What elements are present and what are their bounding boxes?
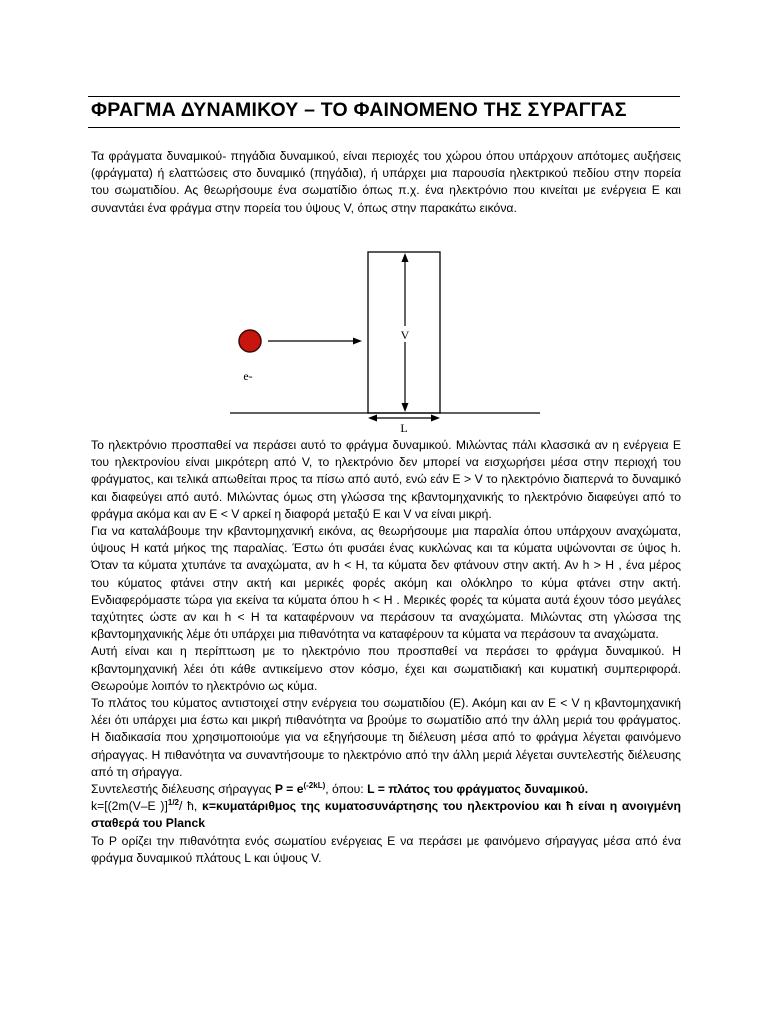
paragraph-classical: Το ηλεκτρόνιο προσπαθεί να περάσει αυτό το φράγμα δυναμικού. Μιλώντας πάλι κλασσικά αν η ενέργεια E του ηλεκτρονίου είναι μικρότερη από V, το ηλεκτρόνιο δεν μπορεί να εισχωρήσει μέσα στην περιοχή του φράγματος, και τελικά απωθείται προς τα πίσω από αυτό, ενώ εάν E > V το ηλεκτρόνιο διαπερνά το δυναμικό και διαφεύγει από αυτό. Μιλώντας όμως στη γλώσσα της κβαντομηχανικής το ηλεκτρόνιο διαφεύγει από το φράγμα ακόμα και αν E < V αρκεί η διαφορά μεταξύ E και V να είναι μικρή. <box>91 438 681 521</box>
k-description: κ=κυματάριθμος της κυματοσυνάρτησης του ηλεκτρονίου και ħ είναι η ανοιγμένη σταθερά του Planck <box>91 799 681 831</box>
formula-line <box>91 781 681 798</box>
k-exponent: 1/2 <box>167 798 179 808</box>
height-arrow-bottom-head <box>402 403 409 412</box>
width-arrow-left-head <box>368 415 377 422</box>
formula-p: P = e <box>274 782 304 797</box>
formula-prefix: Συντελεστής διέλευσης σήραγγας <box>91 782 275 797</box>
height-arrow-top-head <box>402 253 409 262</box>
paragraph-conclusion: Το P ορίζει την πιθανότητα ενός σωματίου ενέργειας E να περάσει με φαινόμενο σήραγγας μέσα από ένα φράγμα δυναμικού πλάτους L και ύψους V. <box>91 833 681 865</box>
title-rule-bottom <box>88 127 680 128</box>
paragraph-beach-analogy: Για να καταλάβουμε την κβαντομηχανική εικόνα, ας θεωρήσουμε μια παραλία όπου υπάρχουν αναχώματα, ύψους H κατά μήκος της παραλίας. Έστω ότι φυσάει ένας κυκλώνας και τα κύματα υψώνονται σε ύψος h. Όταν τα κύματα χτυπάνε τα αναχώματα, αν h < H, τα κύματα δεν φτάνουν στην ακτή. Αν h > H , ένα μέρος του κύματος φτάνει στην ακτή και μερικές φορές ακόμη και ολόκληρο το κύμα φτάνει στην ακτή. Ενδιαφερόμαστε τώρα για εκείνα τα κύματα όπου h < H . Μερικές φορές τα κύματα αυτά έχουν τόσο μεγάλες ταχύτητες ώστε αν και h < H τα καταφέρνουν να περάσουν τα αναχώματα. Μιλώντας στη γλώσσα της κβαντομηχανικής λέμε ότι υπάρχει μια πιθανότητα να καταφέρουν τα κύματα να περάσουν τα αναχώματα. <box>91 524 681 642</box>
paragraph-tunneling: Το πλάτος του κύματος αντιστοιχεί στην ενέργεια του σωματιδίου (E). Ακόμη και αν E < V η κβαντομηχανική λέει ότι υπάρχει μια έστω και μικρή πιθανότητα να βρούμε το σωματίδιο από την άλλη μεριά του φράγματος. Η διαδικασία που χρησιμοποιούμε για να εξηγήσουμε τη διέλευση μέσα από το φράγμα λέγεται φαινόμενο σήραγγας. Η πιθανότητα να συναντήσουμε το ηλεκτρόνιο από την άλλη μεριά λέγεται συντελεστής διέλευσης από τη σήραγγα. <box>91 696 681 779</box>
title-rule-top <box>88 96 680 97</box>
potential-barrier-diagram <box>220 245 550 435</box>
intro-paragraph: Τα φράγματα δυναμικού- πηγάδια δυναμικού, είναι περιοχές του χώρου όπου υπάρχουν απότομες αυξήσεις (φράγματα) ή ελαττώσεις στο δυναμικό (πηγάδια), ή υπάρχει μια παρουσία ηλεκτρικού πεδίου στην πορεία του σωματιδίου. Ας θεωρήσουμε ένα σωματίδιο όπως π.χ. ένα ηλεκτρόνιο που κινείται με ενέργεια E και συναντάει ένα φράγμα στην πορεία του ύψους V, όπως στην παρακάτω εικόνα. <box>91 149 681 215</box>
formula-suffix: , όπου: <box>325 782 368 797</box>
k-tail: / ħ, <box>179 799 203 814</box>
formula-l-definition: L = πλάτος του φράγματος δυναμικού. <box>367 782 589 797</box>
electron-circle <box>239 330 261 352</box>
body-text <box>91 437 681 867</box>
width-label: L <box>400 421 408 435</box>
paragraph-wave-behavior: Αυτή είναι και η περίπτωση με το ηλεκτρόνιο που προσπαθεί να περάσει το φράγμα δυναμικού. Η κβαντομηχανική λέει ότι κάθε αντικείμενο στον κόσμο, έχει και σωματιδιακή και κυματική συμπεριφορά. Θεωρούμε λοιπόν το ηλεκτρόνιο ως κύμα. <box>91 644 681 693</box>
k-equation: k=[(2m(V–E )] <box>91 799 168 814</box>
k-definition-line <box>91 798 681 832</box>
page-title: ΦΡΑΓΜΑ ΔΥΝΑΜΙΚΟΥ – ΤΟ ΦΑΙΝΟΜΕΝΟ ΤΗΣ ΣΥΡΑΓΓΑΣ <box>91 99 627 121</box>
formula-exponent: (-2kL) <box>303 781 326 790</box>
motion-arrow-head <box>353 338 362 345</box>
width-arrow-right-head <box>431 415 440 422</box>
electron-label: e- <box>243 369 253 383</box>
height-label: V <box>400 328 410 342</box>
